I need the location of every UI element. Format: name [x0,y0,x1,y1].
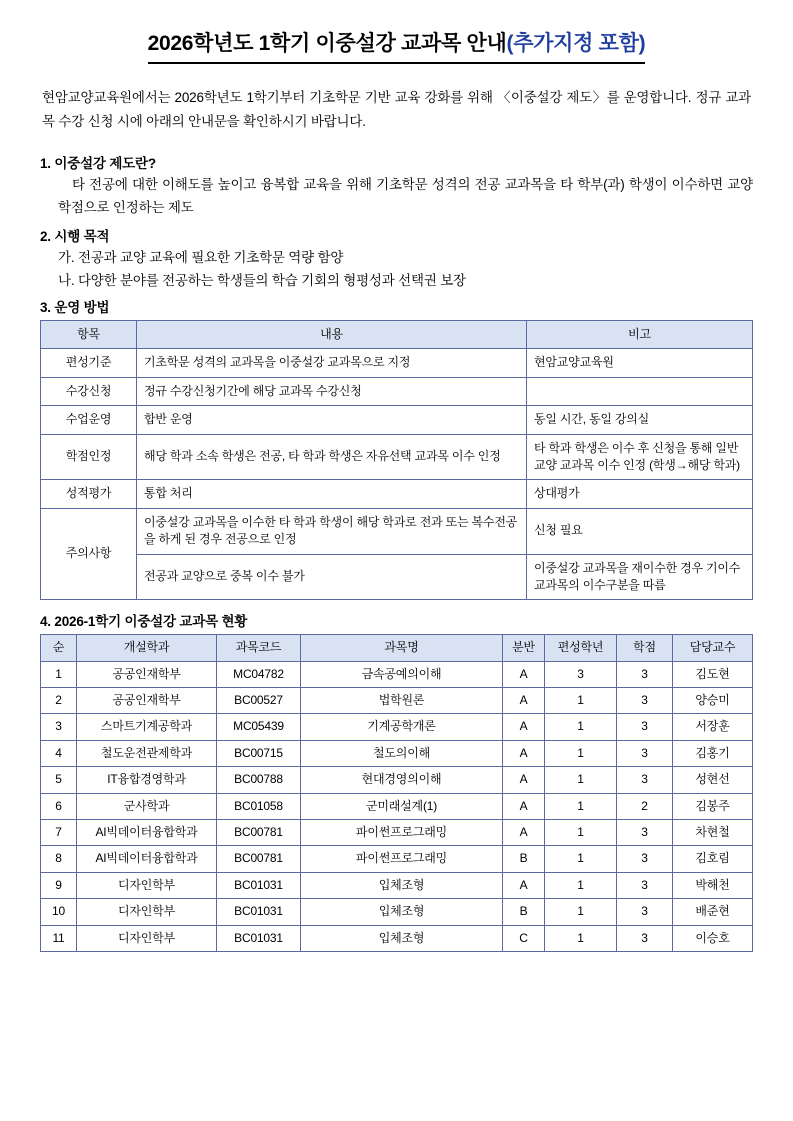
table-row [41,480,753,508]
method-label: 주의사항 [41,508,137,600]
table-row [41,767,753,793]
method-note: 신청 필요 [527,508,753,554]
course-cell-6: 3 [617,688,673,714]
course-cell-3: 파이썬프로그래밍 [301,820,503,846]
course-cell-0: 10 [41,899,77,925]
method-note: 동일 시간, 동일 강의실 [527,406,753,434]
course-header-5: 편성학년 [545,635,617,661]
course-cell-0: 6 [41,793,77,819]
section-2-item-2: 나. 다양한 분야를 전공하는 학생들의 학습 기회의 형평성과 선택권 보장 [58,272,466,288]
method-label: 학점인정 [41,434,137,480]
page-title [148,30,646,64]
method-note: 상대평가 [527,480,753,508]
course-cell-0: 9 [41,872,77,898]
course-cell-5: 1 [545,899,617,925]
course-cell-6: 3 [617,740,673,766]
table-row [41,714,753,740]
course-cell-5: 1 [545,925,617,951]
method-content: 기초학문 성격의 교과목을 이중설강 교과목으로 지정 [137,349,527,377]
course-cell-6: 3 [617,846,673,872]
course-cell-5: 1 [545,767,617,793]
course-cell-7: 이승호 [673,925,753,951]
method-note: 현암교양교육원 [527,349,753,377]
course-cell-1: 디자인학부 [77,899,217,925]
course-cell-0: 2 [41,688,77,714]
table-row [41,377,753,405]
course-cell-6: 3 [617,925,673,951]
course-header-2: 과목코드 [217,635,301,661]
course-cell-6: 3 [617,767,673,793]
course-header-6: 학점 [617,635,673,661]
intro-paragraph: 현암교양교육원에서는 2026학년도 1학기부터 기초학문 기반 교육 강화를 위해 〈이중설강 제도〉를 운영합니다. 정규 교과목 수강 신청 시에 아래의 안내문을 확인하시기 바랍니다. [42,90,751,129]
table-row [41,434,753,480]
course-cell-3: 입체조형 [301,925,503,951]
method-label: 수강신청 [41,377,137,405]
course-cell-1: 철도운전관제학과 [77,740,217,766]
section-1-heading: 1. 이중설강 제도란? [40,155,156,171]
section-2-item-1: 가. 전공과 교양 교육에 필요한 기초학문 역량 함양 [58,250,344,266]
method-header-content: 내용 [137,321,527,349]
course-cell-2: BC01031 [217,872,301,898]
course-cell-2: BC00781 [217,846,301,872]
course-cell-3: 금속공예의이해 [301,661,503,687]
course-cell-4: C [503,925,545,951]
course-cell-1: 군사학과 [77,793,217,819]
page-title-main: 2026학년도 1학기 이중설강 교과목 안내 [147,32,507,55]
course-cell-0: 7 [41,820,77,846]
course-cell-5: 1 [545,714,617,740]
course-cell-3: 파이썬프로그래밍 [301,846,503,872]
table-row [41,793,753,819]
course-cell-0: 1 [41,661,77,687]
method-label: 성적평가 [41,480,137,508]
course-cell-6: 3 [617,899,673,925]
method-table [40,320,753,600]
course-cell-3: 철도의이해 [301,740,503,766]
course-cell-3: 현대경영의이해 [301,767,503,793]
course-cell-6: 2 [617,793,673,819]
course-cell-4: B [503,899,545,925]
course-cell-0: 5 [41,767,77,793]
course-cell-1: AI빅데이터융합학과 [77,846,217,872]
course-cell-2: MC04782 [217,661,301,687]
table-row [41,872,753,898]
course-cell-0: 4 [41,740,77,766]
course-cell-7: 박해천 [673,872,753,898]
course-cell-5: 1 [545,793,617,819]
course-cell-4: A [503,793,545,819]
course-cell-0: 3 [41,714,77,740]
course-cell-2: BC00715 [217,740,301,766]
method-content: 정규 수강신청기간에 해당 교과목 수강신청 [137,377,527,405]
course-cell-7: 성현선 [673,767,753,793]
course-cell-4: A [503,820,545,846]
method-content: 통합 처리 [137,480,527,508]
method-label: 수업운영 [41,406,137,434]
course-cell-2: BC00788 [217,767,301,793]
table-row [41,688,753,714]
course-cell-2: BC01031 [217,925,301,951]
method-note: 이중설강 교과목을 재이수한 경우 기이수 교과목의 이수구분을 따름 [527,554,753,600]
course-cell-3: 입체조형 [301,899,503,925]
course-header-0: 순 [41,635,77,661]
course-cell-7: 김도현 [673,661,753,687]
method-label: 편성기준 [41,349,137,377]
method-header-item: 항목 [41,321,137,349]
course-cell-7: 김홍기 [673,740,753,766]
method-content: 전공과 교양으로 중복 이수 불가 [137,554,527,600]
course-cell-3: 입체조형 [301,872,503,898]
course-cell-6: 3 [617,820,673,846]
table-row [41,925,753,951]
course-cell-5: 1 [545,740,617,766]
course-cell-4: A [503,688,545,714]
course-cell-1: 공공인재학부 [77,688,217,714]
table-row [41,406,753,434]
course-cell-2: BC00527 [217,688,301,714]
method-content: 해당 학과 소속 학생은 전공, 타 학과 학생은 자유선택 교과목 이수 인정 [137,434,527,480]
method-header-note: 비고 [527,321,753,349]
course-cell-7: 서장훈 [673,714,753,740]
method-note: 타 학과 학생은 이수 후 신청을 통해 일반교양 교과목 이수 인정 (학생→해당 학과) [527,434,753,480]
course-cell-5: 1 [545,688,617,714]
course-header-3: 과목명 [301,635,503,661]
table-row [41,349,753,377]
course-cell-4: A [503,740,545,766]
course-cell-1: 디자인학부 [77,872,217,898]
course-cell-1: IT융합경영학과 [77,767,217,793]
course-cell-3: 기계공학개론 [301,714,503,740]
course-cell-7: 김호림 [673,846,753,872]
table-row [41,554,753,600]
course-cell-4: A [503,872,545,898]
table-header-row [41,321,753,349]
method-note [527,377,753,405]
course-cell-5: 1 [545,820,617,846]
table-row [41,661,753,687]
course-cell-2: BC01031 [217,899,301,925]
table-row [41,846,753,872]
course-cell-4: A [503,661,545,687]
course-cell-3: 법학원론 [301,688,503,714]
section-2-heading: 2. 시행 목적 [40,229,110,245]
course-cell-0: 11 [41,925,77,951]
course-cell-2: MC05439 [217,714,301,740]
course-cell-1: 스마트기계공학과 [77,714,217,740]
method-content: 이중설강 교과목을 이수한 타 학과 학생이 해당 학과로 전과 또는 복수전공을 하게 된 경우 전공으로 인정 [137,508,527,554]
course-cell-3: 군미래설계(1) [301,793,503,819]
course-cell-7: 차현철 [673,820,753,846]
course-cell-7: 양승미 [673,688,753,714]
table-row [41,508,753,554]
course-header-7: 담당교수 [673,635,753,661]
section-3-heading: 3. 운영 방법 [40,300,110,315]
course-cell-6: 3 [617,714,673,740]
course-table [40,634,753,952]
course-table-wrap [40,634,753,952]
course-cell-6: 3 [617,661,673,687]
course-cell-7: 배준현 [673,899,753,925]
course-cell-5: 1 [545,872,617,898]
table-row [41,740,753,766]
course-cell-1: 공공인재학부 [77,661,217,687]
course-cell-2: BC00781 [217,820,301,846]
method-content: 합반 운영 [137,406,527,434]
page-title-wrap [40,26,753,64]
table-header-row [41,635,753,661]
course-cell-4: A [503,767,545,793]
table-row [41,820,753,846]
course-cell-6: 3 [617,872,673,898]
section-4-heading: 4. 2026-1학기 이중설강 교과목 현황 [40,614,248,630]
course-header-4: 분반 [503,635,545,661]
course-header-1: 개설학과 [77,635,217,661]
course-cell-5: 3 [545,661,617,687]
section-1-body: 타 전공에 대한 이해도를 높이고 융복합 교육을 위해 기초학문 성격의 전공 교과목을 타 학부(과) 학생이 이수하면 교양 학점으로 인정하는 제도 [58,176,753,215]
course-cell-7: 김봉주 [673,793,753,819]
method-table-wrap [40,320,753,600]
table-row [41,899,753,925]
course-cell-0: 8 [41,846,77,872]
course-cell-5: 1 [545,846,617,872]
course-cell-2: BC01058 [217,793,301,819]
course-cell-4: B [503,846,545,872]
course-cell-1: AI빅데이터융합학과 [77,820,217,846]
page-title-accent: (추가지정 포함) [506,32,646,55]
course-cell-4: A [503,714,545,740]
course-cell-1: 디자인학부 [77,925,217,951]
